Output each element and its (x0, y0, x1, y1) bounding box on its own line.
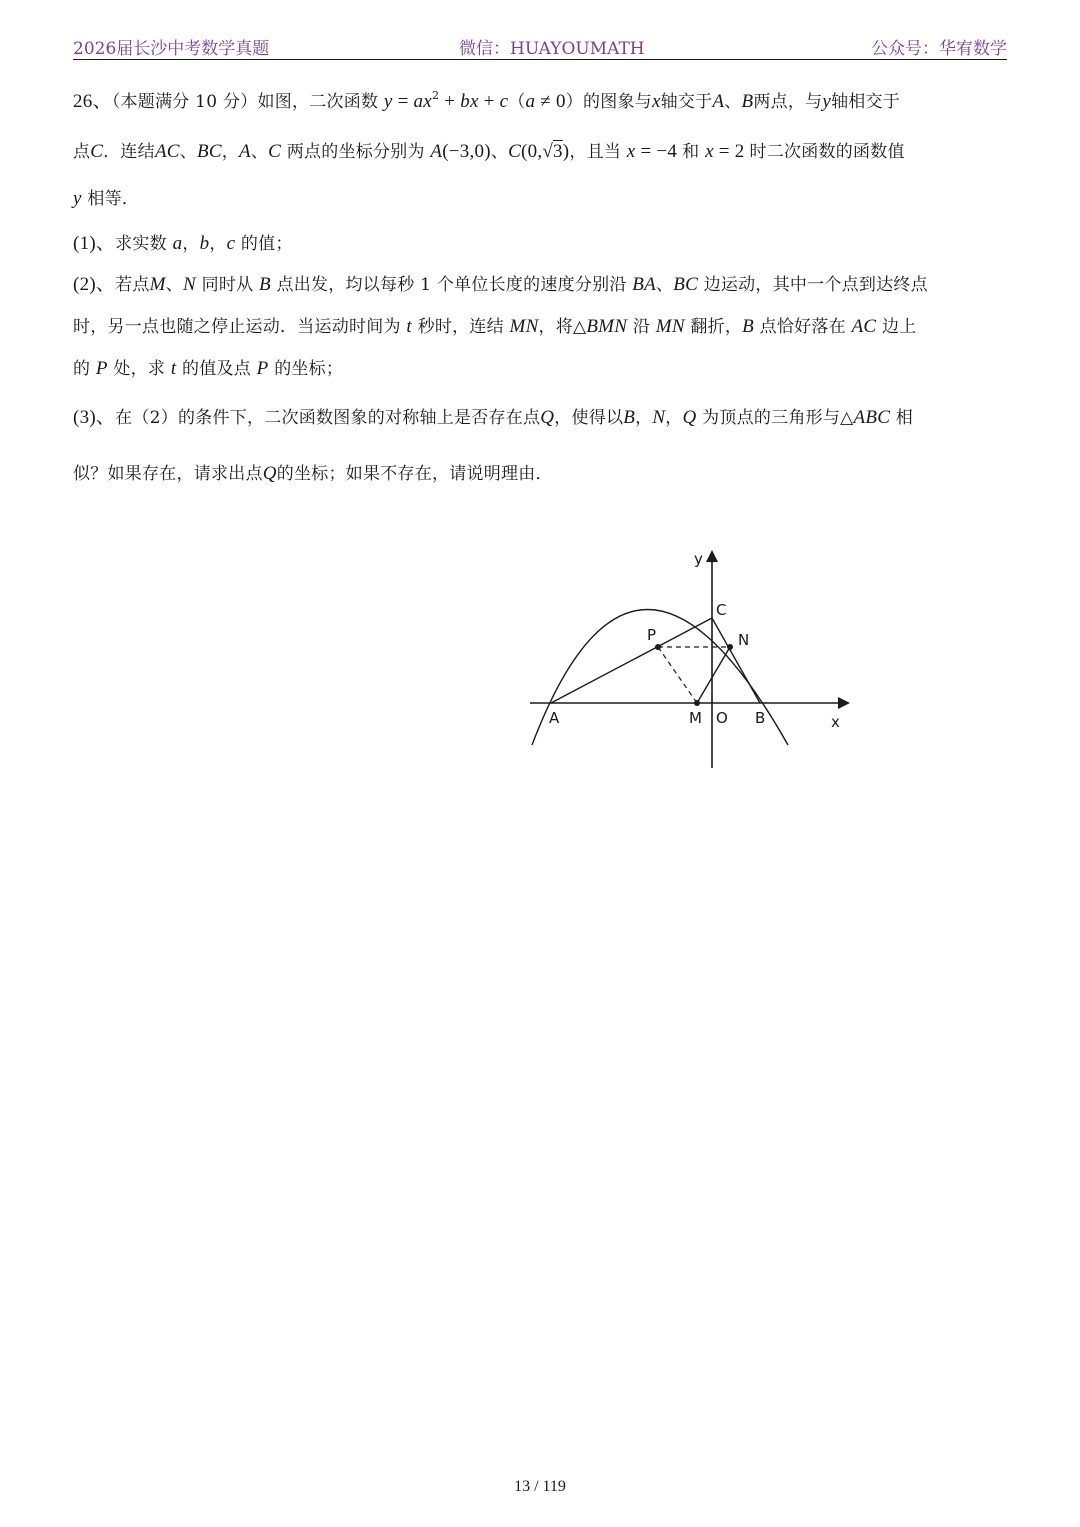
question-1: (1)、求实数 a，b，c 的值； (73, 233, 293, 254)
y-axis-arrow (706, 550, 718, 562)
problem-line-1: 26、（本题满分 10 分）如图，二次函数 $y = ax^2$ + bx + c（a ≠ 0）的图象与x轴交于A、B两点，与y轴相交于 (73, 89, 901, 112)
segment-CB (712, 618, 760, 703)
header-title: 2026届长沙中考数学真题 (73, 39, 270, 59)
label-A: A (549, 709, 560, 727)
header-wechat: 微信：HUAYOUMATH (459, 39, 645, 59)
segment-AC (551, 618, 712, 703)
question-3-line-2: 似？如果存在，请求出点Q的坐标；如果不存在，请说明理由． (73, 463, 553, 484)
parabola-curve (532, 610, 788, 746)
question-2-line-1: (2)、若点M、N 同时从 B 点出发，均以每秒 1 个单位长度的速度分别沿 BA、BC 边运动，其中一个点到达终点 (73, 274, 928, 295)
problem-line-2: 点C．连结AC、BC，A、C 两点的坐标分别为 A(−3,0)、C(0,√3)，且当 x = −4 和 x = 2 时二次函数的函数值 (73, 141, 905, 162)
header-account: 公众号：华宥数学 (871, 39, 1007, 59)
parabola-figure (520, 540, 860, 780)
label-y: y (694, 550, 703, 568)
page-number: 13 / 119 (514, 1478, 566, 1495)
point-P (655, 644, 661, 650)
label-P: P (647, 626, 657, 644)
question-2-line-3: 的 P 处，求 t 的值及点 P 的坐标； (73, 358, 344, 379)
label-x: x (831, 713, 840, 731)
question-3-line-1: (3)、在（2）的条件下，二次函数图象的对称轴上是否存在点Q，使得以B，N，Q 为顶点的三角形与△ABC 相 (73, 407, 914, 428)
label-N: N (738, 631, 750, 649)
problem-line-3: y 相等． (73, 188, 140, 209)
point-N (727, 644, 733, 650)
dashed-PM (658, 647, 697, 703)
label-B: B (755, 709, 766, 727)
header-divider (73, 59, 1007, 60)
segment-MN (697, 647, 730, 703)
label-C: C (716, 601, 727, 619)
problem-number: 26、 (73, 91, 112, 112)
label-M: M (689, 709, 702, 727)
x-axis-arrow (838, 697, 850, 709)
question-2-line-2: 时，另一点也随之停止运动．当运动时间为 t 秒时，连结 MN，将△BMN 沿 MN 翻折，B 点恰好落在 AC 边上 (73, 316, 917, 337)
label-O: O (716, 709, 728, 727)
point-M (694, 700, 700, 706)
